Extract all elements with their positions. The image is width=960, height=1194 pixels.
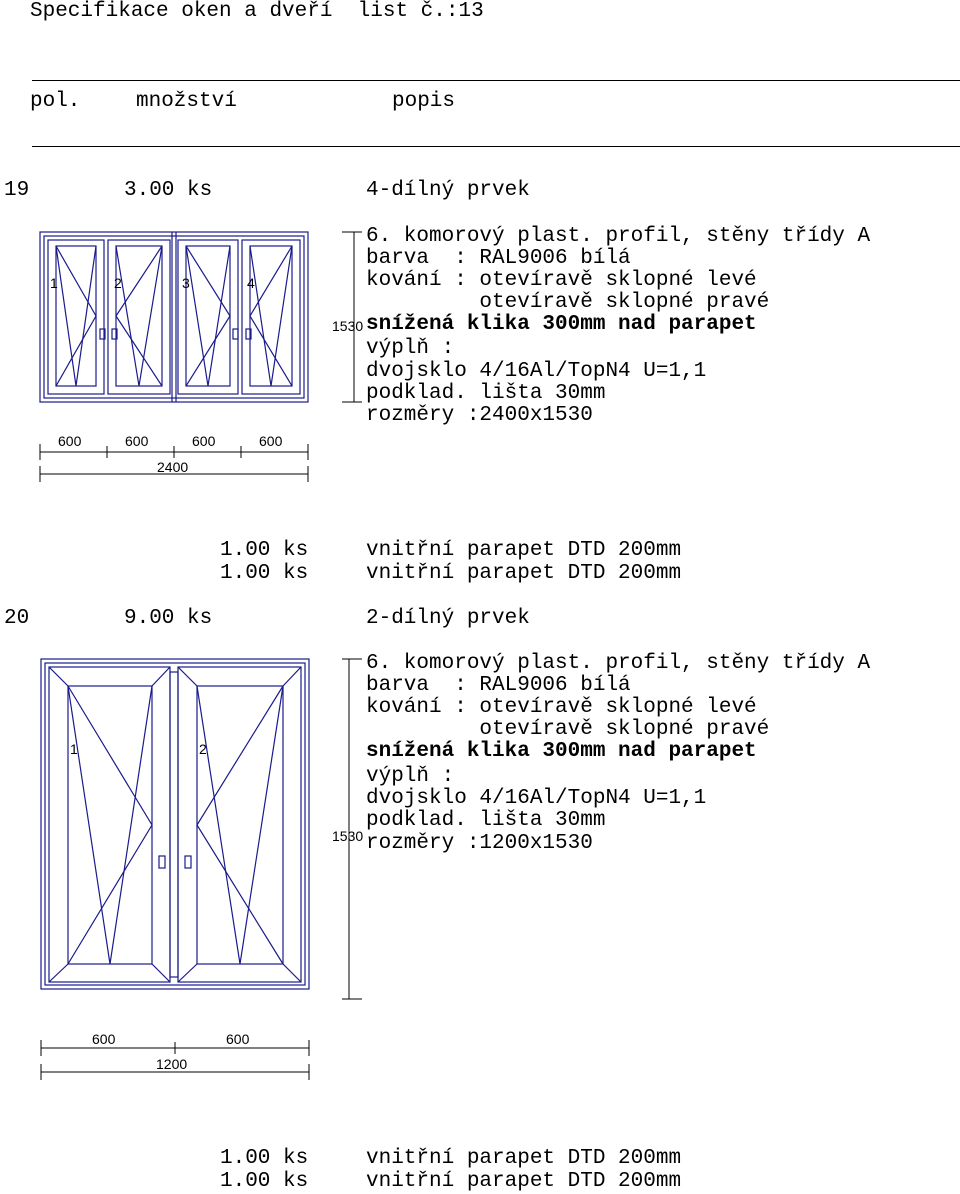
item-19-hardware-right: otevíravě sklopné pravé xyxy=(366,291,770,314)
item-20-accessory-qty: 1.00 ks xyxy=(220,1170,309,1193)
item-20-name: 2-dílný prvek xyxy=(366,607,530,630)
item-19-accessory-qty: 1.00 ks xyxy=(220,562,309,585)
item-19-hardware-left: kování : otevíravě sklopné levé xyxy=(366,269,757,292)
sheet-title: Specifikace oken a dveří list č.:13 xyxy=(30,0,484,23)
item-20-quantity: 9.00 ks xyxy=(124,607,213,630)
item-19-inner-frame xyxy=(44,236,304,398)
column-pol: pol. xyxy=(30,90,81,113)
item-19-total-width-label: 2400 xyxy=(157,459,189,475)
column-popis: popis xyxy=(392,90,456,113)
header-rule-bottom xyxy=(32,146,960,147)
item-20-sash-1 xyxy=(49,667,170,982)
item-20-filling-label: výplň : xyxy=(366,765,455,788)
item-19-glazing: dvojsklo 4/16Al/TopN4 U=1,1 xyxy=(366,360,707,383)
item-19-quantity: 3.00 ks xyxy=(124,179,213,202)
item-19-sash-number: 1 xyxy=(50,275,58,291)
item-19-sash-number: 4 xyxy=(247,275,255,291)
item-20-handle: snížená klika 300mm nad parapet xyxy=(366,740,757,763)
item-20-sash-2 xyxy=(178,667,301,982)
item-20-sash-number: 1 xyxy=(70,741,78,757)
item-20-center-post xyxy=(170,672,178,977)
item-20-sill-profile: podklad. lišta 30mm xyxy=(366,809,606,832)
item-19-sash-number: 2 xyxy=(114,275,122,291)
item-20-width-label: 600 xyxy=(92,1031,116,1047)
item-19-position: 19 xyxy=(4,179,30,202)
item-20-handle-icon xyxy=(185,856,191,868)
item-19-width-label: 600 xyxy=(259,433,283,449)
item-19-sash-3 xyxy=(178,240,238,394)
item-19-sill-profile: podklad. lišta 30mm xyxy=(366,382,606,405)
item-20-total-width-label: 1200 xyxy=(156,1056,188,1072)
item-19-width-label: 600 xyxy=(58,433,82,449)
item-19-handle-icon xyxy=(233,329,238,339)
item-19-dimensions: rozměry :2400x1530 xyxy=(366,404,593,427)
item-19-height-label: 1530 xyxy=(332,318,364,334)
item-19-width-label: 600 xyxy=(192,433,216,449)
item-19-name: 4-dílný prvek xyxy=(366,179,530,202)
item-20-accessory-desc: vnitřní parapet DTD 200mm xyxy=(366,1147,682,1170)
item-19-handle-icon xyxy=(100,329,105,339)
column-mnozstvi: množství xyxy=(136,90,237,113)
item-19-sash-number: 3 xyxy=(182,275,190,291)
item-20-accessory-qty: 1.00 ks xyxy=(220,1147,309,1170)
item-20-dimensions: rozměry :1200x1530 xyxy=(366,832,593,855)
item-19-accessory-desc: vnitřní parapet DTD 200mm xyxy=(366,562,682,585)
item-20-profile: 6. komorový plast. profil, stěny třídy A xyxy=(366,652,871,675)
item-19-handle: snížená klika 300mm nad parapet xyxy=(366,313,757,336)
item-20-outer-frame xyxy=(41,659,309,989)
item-19-handle-icon xyxy=(112,329,117,339)
item-20-color: barva : RAL9006 bílá xyxy=(366,674,631,697)
item-19-sash-4 xyxy=(242,240,300,394)
item-19-handle-icon xyxy=(246,329,251,339)
item-20-accessory-desc: vnitřní parapet DTD 200mm xyxy=(366,1170,682,1193)
item-20-glazing: dvojsklo 4/16Al/TopN4 U=1,1 xyxy=(366,787,707,810)
item-19-sash-2 xyxy=(108,240,170,394)
item-19-filling-label: výplň : xyxy=(366,337,455,360)
item-20-inner-frame xyxy=(45,663,305,985)
item-19-width-label: 600 xyxy=(125,433,149,449)
header-rule-top xyxy=(32,80,960,81)
item-20-handle-icon xyxy=(159,856,165,868)
item-19-sash-1 xyxy=(48,240,104,394)
item-19-color: barva : RAL9006 bílá xyxy=(366,247,631,270)
item-20-sash-number: 2 xyxy=(199,741,207,757)
item-19-accessory-qty: 1.00 ks xyxy=(220,539,309,562)
item-19-outer-frame xyxy=(40,232,308,402)
item-19-accessory-desc: vnitřní parapet DTD 200mm xyxy=(366,539,682,562)
item-20-width-label: 600 xyxy=(226,1031,250,1047)
item-19-profile: 6. komorový plast. profil, stěny třídy A xyxy=(366,225,871,248)
item-20-height-label: 1530 xyxy=(332,828,364,844)
item-20-hardware-right: otevíravě sklopné pravé xyxy=(366,718,770,741)
item-20-position: 20 xyxy=(4,607,30,630)
item-20-hardware-left: kování : otevíravě sklopné levé xyxy=(366,696,757,719)
